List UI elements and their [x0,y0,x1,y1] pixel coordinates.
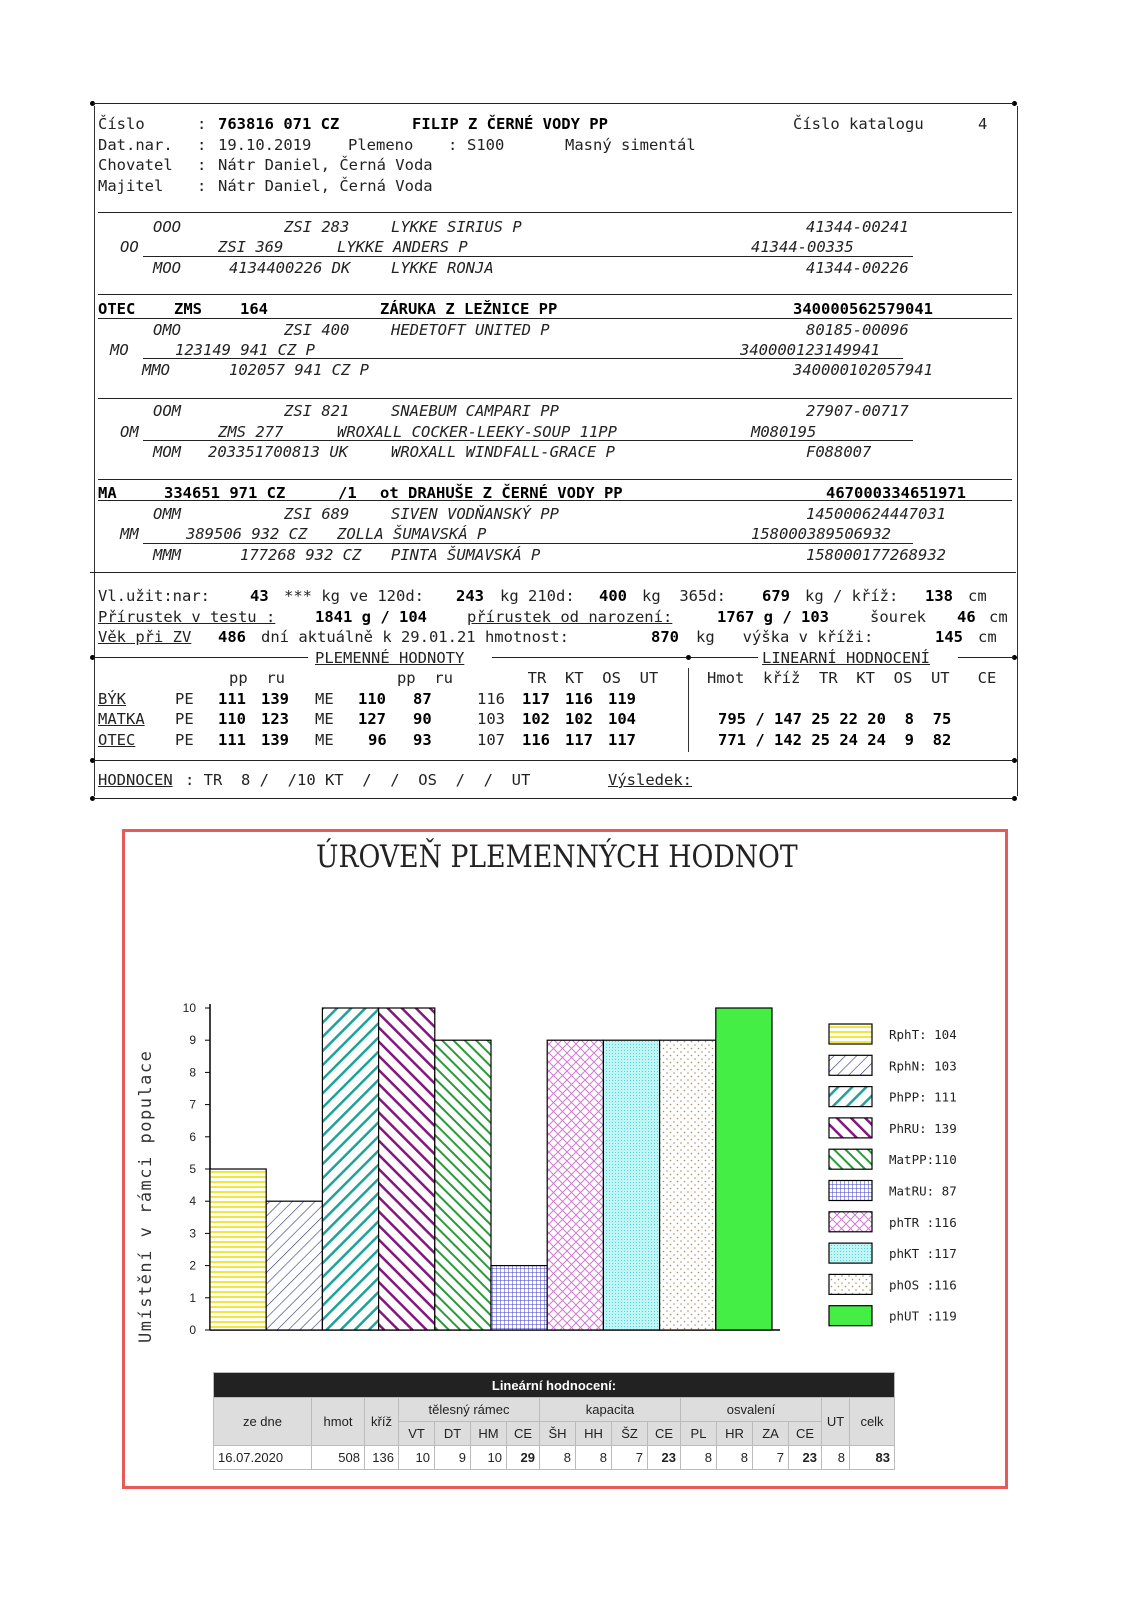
cell-value: 10 [471,1446,507,1470]
bar-phru [379,1008,435,1330]
om-code: OM [120,423,139,441]
colon: : [197,177,207,195]
y-tick-label: 1 [189,1290,196,1305]
subheader-cell: ZA [753,1422,789,1446]
ph-mpp: 110 [358,690,386,708]
cell-value: 9 [435,1446,471,1470]
vyska-label: kg výška v kříži: [696,628,874,646]
majitel-label: Majitel [98,177,164,195]
legend-label: phUT :119 [889,1308,957,1324]
mmm-code: MMM [153,546,181,564]
cislo-value: 763816 071 CZ [218,115,340,133]
cm-unit: cm [978,628,997,646]
ph-header: pp ru pp ru TR KT OS UT [229,669,659,687]
col-celk: celk [850,1398,895,1446]
col-hmot: hmot [312,1398,365,1446]
ph-mpp: 127 [358,710,386,728]
vl-120: 243 [456,587,484,605]
group-osvaleni: osvalení [681,1398,822,1422]
vyska-value: 145 [935,628,963,646]
bar-matpp [435,1040,491,1330]
col-ut: UT [822,1398,850,1446]
y-tick-label: 10 [182,1001,196,1015]
ph-os: 117 [565,731,593,749]
vl-210-label: kg 210d: [500,587,575,605]
colon: : [197,156,207,174]
y-tick-label: 3 [189,1226,196,1241]
lin-header: Hmot kříž TR KT OS UT CE [707,669,997,687]
ph-tr: 116 [477,690,505,708]
subheader-cell: HH [576,1422,612,1446]
vek-zv-value: 486 [218,628,246,646]
subheader-cell: DT [435,1422,471,1446]
cell-value: 23 [648,1446,681,1470]
subheader-cell: ŠZ [612,1422,648,1446]
plemeno-name: Masný simentál [565,136,696,154]
omm-id: 145000624447031 [806,505,946,523]
ph-title: PLEMENNÉ HODNOTY [315,649,465,667]
mmo-id: 340000102057941 [793,361,933,379]
bar-rpht [210,1169,266,1330]
y-tick-label: 7 [189,1097,196,1112]
cell-value: 23 [789,1446,822,1470]
oo-code: OO [120,238,139,256]
legend-swatch [829,1243,872,1263]
om-name: WROXALL COCKER-LEEKY-SOUP 11PP [337,423,617,441]
mom-code: MOM [153,443,181,461]
omo-code: OMO [153,321,181,339]
om-reg: ZMS 277 [218,423,284,441]
cell-hmot: 508 [312,1446,365,1470]
oom-name: SNAEBUM CAMPARI PP [391,402,559,420]
subheader-cell: VT [399,1422,435,1446]
omo-name: HEDETOFT UNITED P [391,321,550,339]
otec-code: OTEC [98,300,136,318]
sourek-label: šourek [870,608,926,626]
subheader-cell: HM [471,1422,507,1446]
ph-mpp: 96 [368,731,387,749]
vysledek-label: Výsledek: [608,771,692,789]
cm-unit: cm [989,608,1008,626]
cell-value: 7 [753,1446,789,1470]
majitel-value: Nátr Daniel, Černá Voda [218,177,433,195]
datnar-value: 19.10.2019 [218,136,312,154]
ooo-code: OOO [153,218,181,236]
lin-table-caption: Lineární hodnocení: [214,1373,895,1398]
mm-id: 158000389506932 [751,525,891,543]
y-tick-label: 8 [189,1065,196,1080]
datnar-label: Dat.nar. [98,136,173,154]
legend-swatch [829,1118,872,1138]
cell-date: 16.07.2020 [214,1446,312,1470]
ma-num: /1 [338,484,357,502]
oo-id: 41344-00335 [751,238,854,256]
legend-label: MatPP:110 [889,1152,957,1168]
subheader-cell: CE [789,1422,822,1446]
ph-me: ME [315,731,334,749]
chart-title: ÚROVEŇ PLEMENNÝCH HODNOT [316,839,798,875]
ph-os: 116 [565,690,593,708]
ph-tr: 107 [477,731,505,749]
ph-kt: 102 [522,710,550,728]
mom-name: WROXALL WINDFALL-GRACE P [391,443,615,461]
vl-120-label: *** kg ve 120d: [284,587,424,605]
subheader-cell: CE [507,1422,540,1446]
vl-365: 679 [762,587,790,605]
ph-mru: 87 [413,690,432,708]
bar-phos [660,1040,716,1330]
otec-num: 164 [240,300,268,318]
subheader-cell: CE [648,1422,681,1446]
moo-name: LYKKE RONJA [391,259,494,277]
cell-value: 7 [612,1446,648,1470]
ph-ru: 123 [261,710,289,728]
oo-name: LYKKE ANDERS P [337,238,468,256]
legend-swatch [829,1212,872,1232]
ph-pp: 110 [218,710,246,728]
mo-code: MO [110,341,129,359]
col-kriz: kříž [365,1398,399,1446]
cislo-label: Číslo [98,115,145,133]
bar-matru [491,1266,547,1330]
legend-swatch [829,1181,872,1201]
ph-tr: 103 [477,710,505,728]
ph-os: 102 [565,710,593,728]
vl-nar: 43 [250,587,269,605]
ooo-reg: ZSI 283 [284,218,350,236]
col-date: ze dne [214,1398,312,1446]
chart-ylabel: Umístění v rámci populace [136,1049,156,1343]
mmm-reg: 177268 932 CZ [240,546,362,564]
legend-swatch [829,1087,872,1107]
kriz-label: kg / kříž: [805,587,899,605]
hmotnost-value: 870 [651,628,679,646]
subheader-cell: ŠH [540,1422,576,1446]
y-tick-label: 6 [189,1129,196,1144]
cell-kriz: 136 [365,1446,399,1470]
ph-ru: 139 [261,690,289,708]
chovatel-value: Nátr Daniel, Černá Voda [218,156,433,174]
mmo-reg: 102057 941 CZ P [229,361,369,379]
legend-swatch [829,1055,872,1075]
prirustek-test-label: Přírustek v testu : [98,608,276,626]
subheader-cell: PL [681,1422,717,1446]
legend-label: RphN: 103 [889,1058,957,1074]
ph-kt: 116 [522,731,550,749]
ph-ut: 117 [608,731,636,749]
mm-reg: 389506 932 CZ [186,525,308,543]
moo-reg: 4134400226 DK [229,259,351,277]
colon: : [448,136,458,154]
mo-reg: 123149 941 CZ P [175,341,315,359]
colon: : [197,115,207,133]
otec-id: 340000562579041 [793,300,933,318]
ooo-id: 41344-00241 [806,218,909,236]
cell-value: 29 [507,1446,540,1470]
ph-mru: 93 [413,731,432,749]
ma-id: 467000334651971 [826,484,966,502]
omm-reg: ZSI 689 [284,505,350,523]
oom-code: OOM [153,402,181,420]
cell-ut: 8 [822,1446,850,1470]
vl-label: Vl.užit:nar: [98,587,210,605]
legend-swatch [829,1306,872,1326]
chovatel-label: Chovatel [98,156,173,174]
ph-ut: 104 [608,710,636,728]
omo-reg: ZSI 400 [284,321,350,339]
legend-label: RphT: 104 [889,1027,957,1042]
group-kapacita: kapacita [540,1398,681,1422]
mo-id: 340000123149941 [740,341,880,359]
ph-row-label: MATKA [98,710,145,728]
bar-phpp [322,1008,378,1330]
om-id: M080195 [751,423,817,441]
lin-values: 771 / 142 25 24 24 9 82 [718,731,952,749]
cell-value: 8 [681,1446,717,1470]
otec-name: ZÁRUKA Z LEŽNICE PP [380,300,558,318]
katalog-label: Číslo katalogu [793,115,924,133]
y-tick-label: 4 [189,1194,196,1209]
oom-reg: ZSI 821 [284,402,350,420]
animal-name: FILIP Z ČERNÉ VODY PP [412,115,608,133]
ph-row-label: BÝK [98,690,126,708]
oo-reg: ZSI 369 [218,238,284,256]
group-telesny: tělesný rámec [399,1398,540,1422]
y-tick-label: 2 [189,1258,196,1273]
legend-label: phTR :116 [889,1214,957,1230]
mmo-code: MMO [142,361,170,379]
vek-zv-label: Věk při ZV [98,628,192,646]
bar-phkt [603,1040,659,1330]
ph-kt: 117 [522,690,550,708]
legend-label: PhRU: 139 [889,1120,957,1136]
mom-reg: 203351700813 UK [208,443,348,461]
prirustek-nar-value: 1767 g / 103 [717,608,829,626]
legend-label: phKT :117 [889,1246,957,1262]
y-tick-label: 0 [189,1323,196,1337]
ph-pe: PE [175,731,194,749]
cell-value: 8 [717,1446,753,1470]
vl-365-label: kg 365d: [642,587,726,605]
vl-210: 400 [599,587,627,605]
cell-value: 10 [399,1446,435,1470]
otec-reg: ZMS [174,300,202,318]
hodnocen-value: : TR 8 / /10 KT / / OS / / UT [185,771,531,789]
omm-code: OMM [153,505,181,523]
cell-celk: 83 [850,1446,895,1470]
cell-value: 8 [576,1446,612,1470]
mm-name: ZOLLA ŠUMAVSKÁ P [337,525,487,543]
ph-pp: 111 [218,731,246,749]
legend-label: PhPP: 111 [889,1089,957,1105]
lin-values: 795 / 147 25 22 20 8 75 [718,710,952,728]
legend-swatch [829,1024,872,1044]
moo-code: MOO [153,259,181,277]
y-tick-label: 9 [189,1033,196,1048]
bar-phut [716,1008,772,1330]
kriz-value: 138 [925,587,953,605]
ph-me: ME [315,710,334,728]
ph-mru: 90 [413,710,432,728]
mm-code: MM [120,525,139,543]
katalog-value: 4 [978,115,988,133]
plemeno-value: S100 [467,136,505,154]
mmm-name: PINTA ŠUMAVSKÁ P [391,546,541,564]
mom-id: F088007 [806,443,872,461]
ma-code: MA [98,484,117,502]
colon: : [197,136,207,154]
oom-id: 27907-00717 [806,402,909,420]
ooo-name: LYKKE SIRIUS P [391,218,522,236]
y-tick-label: 5 [189,1162,196,1176]
ph-ru: 139 [261,731,289,749]
ma-name: ot DRAHUŠE Z ČERNÉ VODY PP [380,484,623,502]
sourek-value: 46 [957,608,976,626]
linear-rating-table [213,1372,895,1470]
prirustek-nar-label: přírustek od narození: [467,608,673,626]
mmm-id: 158000177268932 [806,546,946,564]
lin-title: LINEARNÍ HODNOCENÍ [762,649,930,667]
ph-me: ME [315,690,334,708]
legend-label: phOS :116 [889,1277,957,1293]
hmotnost-label: dní aktuálně k 29.01.21 hmotnost: [261,628,569,646]
omm-name: SIVEN VODŇANSKÝ PP [391,505,559,523]
cell-value: 8 [540,1446,576,1470]
ph-pp: 111 [218,690,246,708]
ph-pe: PE [175,710,194,728]
hodnocen-label: HODNOCEN [98,771,173,789]
bar-rphn [266,1201,322,1330]
ma-reg: 334651 971 CZ [164,484,286,502]
ph-ut: 119 [608,690,636,708]
legend-swatch [829,1274,872,1294]
omo-id: 80185-00096 [806,321,909,339]
moo-id: 41344-00226 [806,259,909,277]
cm-unit: cm [968,587,987,605]
subheader-cell: HR [717,1422,753,1446]
bar-phtr [547,1040,603,1330]
ph-row-label: OTEC [98,731,136,749]
legend-label: MatRU: 87 [889,1183,957,1199]
prirustek-test-value: 1841 g / 104 [315,608,427,626]
plemeno-label: Plemeno [348,136,414,154]
legend-swatch [829,1149,872,1169]
ph-pe: PE [175,690,194,708]
